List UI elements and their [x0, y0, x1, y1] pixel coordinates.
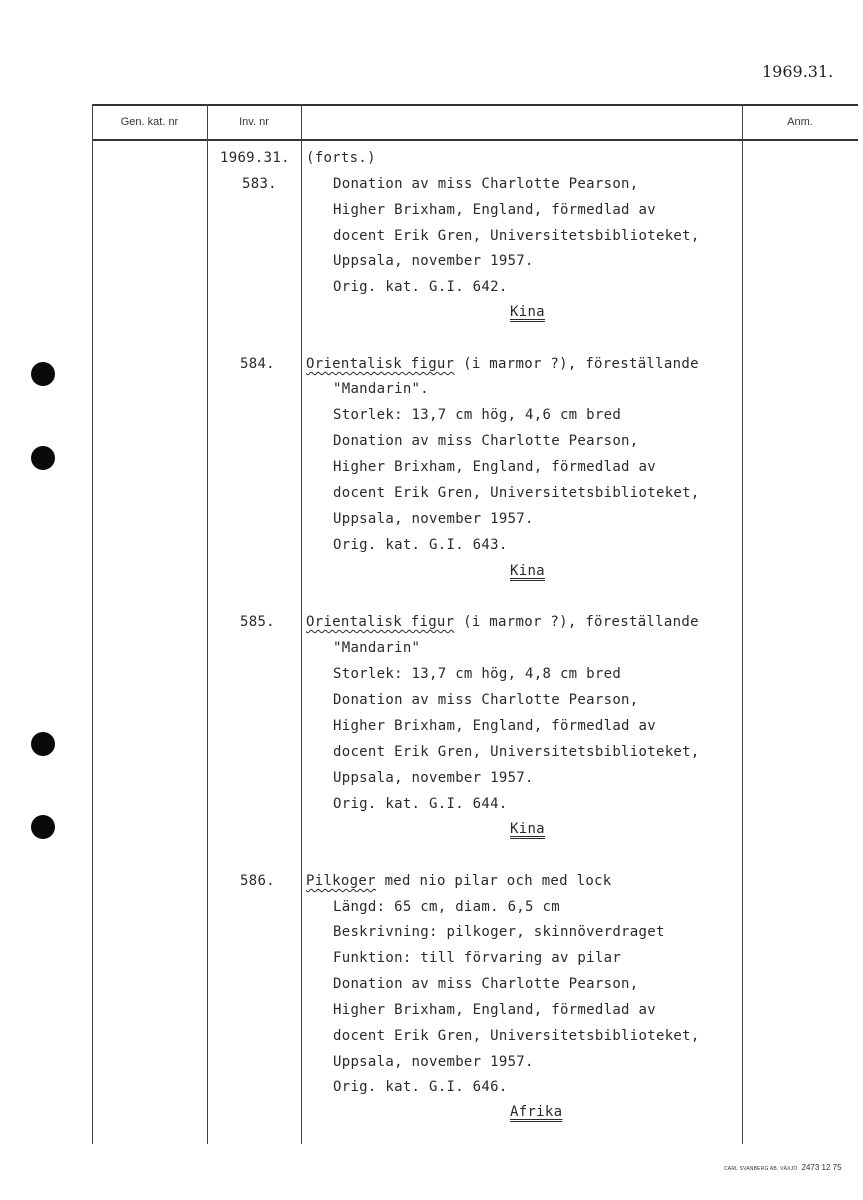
entry-line: Funktion: till förvaring av pilar: [333, 950, 622, 966]
entry-inv-nr: 584.: [240, 356, 275, 372]
binder-hole: [31, 362, 55, 386]
printer-footer: [724, 1163, 842, 1172]
entry-region: Kina: [510, 821, 545, 837]
entry-line: Donation av miss Charlotte Pearson,: [333, 433, 639, 449]
entry-line: Higher Brixham, England, förmedlad av: [333, 718, 656, 734]
entry-line: "Mandarin": [333, 640, 421, 656]
form-code: 2473 12 75: [801, 1163, 842, 1172]
column-divider: [207, 104, 208, 1144]
entry-title-rest: (i marmor ?), föreställande: [454, 356, 699, 372]
entry-line: Uppsala, november 1957.: [333, 253, 534, 269]
entry-inv-nr: 583.: [242, 176, 277, 192]
column-divider: [742, 104, 743, 1144]
entry-inv-nr: 585.: [240, 614, 275, 630]
entry-inv-nr: 586.: [240, 873, 275, 889]
entry-line: Orig. kat. G.I. 646.: [333, 1079, 508, 1095]
entry-line: Uppsala, november 1957.: [333, 770, 534, 786]
entry-title-line: [306, 356, 699, 372]
entry-line: Donation av miss Charlotte Pearson,: [333, 176, 639, 192]
binder-hole: [31, 446, 55, 470]
entry-line: Längd: 65 cm, diam. 6,5 cm: [333, 899, 560, 915]
entry-line: docent Erik Gren, Universitetsbiblioteket,: [333, 228, 700, 244]
entry-region: Kina: [510, 563, 545, 579]
entry-line: Storlek: 13,7 cm hög, 4,8 cm bred: [333, 666, 622, 682]
entry-line: Donation av miss Charlotte Pearson,: [333, 692, 639, 708]
header-gen-kat-nr: Gen. kat. nr: [120, 116, 179, 128]
entry-line: Donation av miss Charlotte Pearson,: [333, 976, 639, 992]
binder-hole: [31, 815, 55, 839]
entry-line: Uppsala, november 1957.: [333, 511, 534, 527]
entry-title: Orientalisk figur: [306, 356, 455, 372]
entry-title: Pilkoger: [306, 873, 376, 889]
entry-line: Orig. kat. G.I. 642.: [333, 279, 508, 295]
table-left-border: [92, 104, 93, 1144]
entry-title-rest: (i marmor ?), föreställande: [454, 614, 699, 630]
entry-line: docent Erik Gren, Universitetsbiblioteket,: [333, 485, 700, 501]
printer-name: CARL SVANBERG AB. VÄXJÖ: [724, 1166, 798, 1172]
continuation-inv-prefix: 1969.31.: [220, 150, 290, 166]
entry-line: Orig. kat. G.I. 643.: [333, 537, 508, 553]
entry-region: Afrika: [510, 1104, 563, 1120]
entry-line: docent Erik Gren, Universitetsbiblioteket,: [333, 1028, 700, 1044]
column-divider: [301, 104, 302, 1144]
entry-line: Beskrivning: pilkoger, skinnöverdraget: [333, 924, 665, 940]
entry-title-line: [306, 873, 612, 889]
entry-title-rest: med nio pilar och med lock: [375, 873, 612, 889]
entry-region: Kina: [510, 304, 545, 320]
entry-line: docent Erik Gren, Universitetsbiblioteket,: [333, 744, 700, 760]
entry-line: Higher Brixham, England, förmedlad av: [333, 202, 656, 218]
page-catalog-number: 1969.31.: [762, 62, 834, 81]
header-anm: Anm.: [787, 116, 813, 128]
entry-line: Uppsala, november 1957.: [333, 1054, 534, 1070]
entry-line: Higher Brixham, England, förmedlad av: [333, 1002, 656, 1018]
entry-line: "Mandarin".: [333, 381, 430, 397]
entry-title: Orientalisk figur: [306, 614, 455, 630]
continuation-text: (forts.): [306, 150, 376, 166]
entry-title-line: [306, 614, 699, 630]
entry-line: Higher Brixham, England, förmedlad av: [333, 459, 656, 475]
entry-line: Storlek: 13,7 cm hög, 4,6 cm bred: [333, 407, 622, 423]
header-inv-nr: Inv. nr: [239, 116, 269, 128]
header-description: [301, 104, 742, 140]
binder-hole: [31, 732, 55, 756]
entry-line: Orig. kat. G.I. 644.: [333, 796, 508, 812]
